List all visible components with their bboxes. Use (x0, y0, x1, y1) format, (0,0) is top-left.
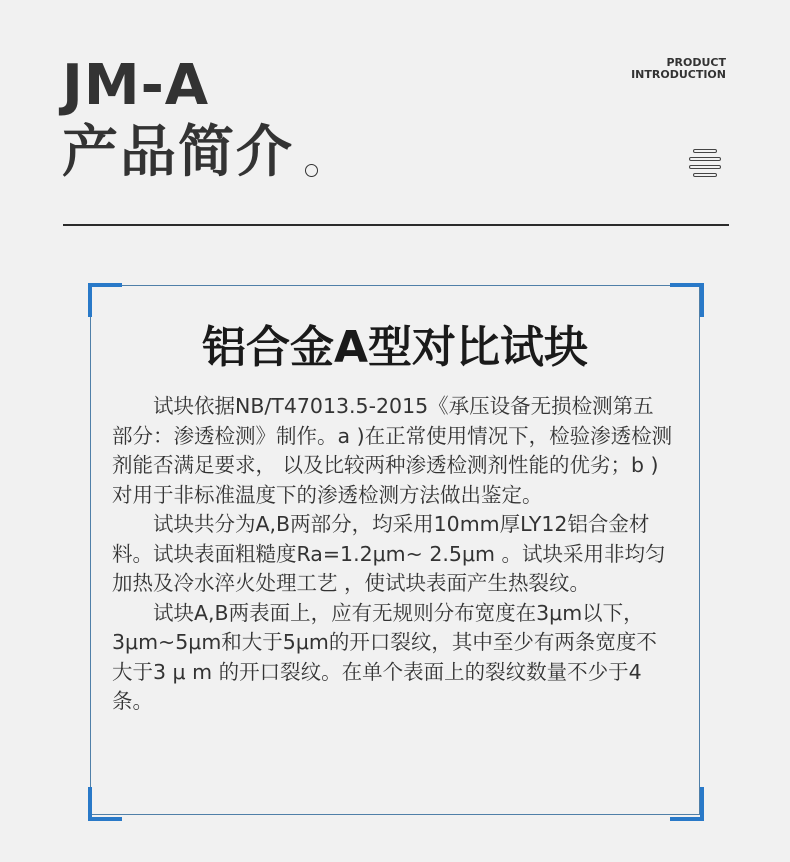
header-divider (63, 224, 729, 226)
page-title-sub: 产品简介 (62, 120, 294, 185)
card-paragraph-2: 试块共分为A,B两部分，均采用10mm厚LY12铝合金材料。试块表面粗糙度Ra=1.2μm~ 2.5μm 。试块采用非均匀加热及冷水淬火处理工艺 ，使试块表面产生热裂纹。 (112, 512, 666, 595)
section-tag-line2: INTRODUCTION (631, 68, 726, 81)
card-title: 铝合金A型对比试块 (201, 322, 589, 373)
card-corner-bottom-right (670, 787, 704, 821)
card-paragraph-1: 试块依据NB/T47013.5-2015《承压设备无损检测第五部分：渗透检测》制作。a )在正常使用情况下，检验渗透检测剂能否满足要求， 以及比较两种渗透检测剂性能的优劣；b ) 对用于非标准温度下的渗透检测方法做出鉴定。 (112, 394, 673, 507)
section-tag (631, 57, 726, 81)
card-paragraph-3: 试块A,B两表面上，应有无规则分布宽度在3μm以下，3μm~5μm和大于5μm的开口裂纹，其中至少有两条宽度不大于3 μ m 的开口裂纹。在单个表面上的裂纹数量不少于4条。 (112, 600, 657, 713)
card-corner-top-right (670, 283, 704, 317)
card-body (112, 392, 674, 717)
menu-icon[interactable] (689, 147, 721, 179)
card-corner-bottom-left (88, 787, 122, 821)
section-tag-line1: PRODUCT (666, 56, 726, 69)
page-title-main: JM-A (62, 53, 210, 118)
card-corner-top-left (88, 283, 122, 317)
title-dot (305, 164, 318, 177)
